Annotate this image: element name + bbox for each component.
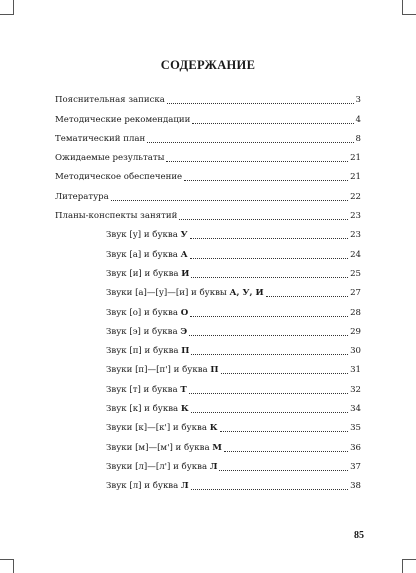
dot-leader [189,393,348,394]
toc-entry-page: 32 [350,384,361,395]
dot-leader [190,238,348,239]
crop-mark-top-right [402,0,403,14]
toc-entry-text: Планы-конспекты занятий [55,211,178,222]
dot-leader [191,354,348,355]
toc-entry-page: 3 [355,95,361,106]
toc-entry-label [55,172,182,183]
dot-leader [221,373,349,374]
toc-entry-letter: М [212,442,222,453]
toc-entry-page: 22 [350,191,361,202]
toc-entry-text: Методические рекомендации [55,114,191,125]
toc-entry-label [106,462,217,473]
crop-mark-right-top [402,14,416,15]
toc-entry[interactable] [55,415,361,434]
toc-entry-label [106,308,188,319]
toc-entry-label [55,95,165,106]
dot-leader [192,123,353,124]
toc-entry-label [106,327,187,338]
toc-entry-text: Звуки [п]—[п'] и буква [106,365,211,376]
toc-entry-label [106,385,187,396]
toc-entry-text: Звуки [а]—[у]—[и] и буквы [106,288,230,299]
toc-entry-label [106,423,218,434]
toc-entry-letter: Л [209,461,218,472]
toc-entry-letter: И [181,268,190,279]
toc-entry-text: Методическое обеспечение [55,172,183,183]
toc-entry[interactable] [55,145,361,164]
toc-entry-letter: К [209,423,218,434]
toc-entry-text: Звук [э] и буква [106,326,181,337]
toc-entry-label [106,443,222,454]
crop-mark-left-bottom [0,559,14,560]
toc-entry-letter: О [180,307,189,318]
toc-entry-label [55,153,164,164]
toc-entry-label [106,250,188,261]
toc-entry[interactable] [55,357,361,376]
toc-entry[interactable] [55,319,361,338]
dot-leader [166,161,348,162]
toc-entry[interactable] [55,280,361,299]
toc-entry-text: Звук [т] и буква [106,384,181,395]
crop-mark-top-left [13,0,14,14]
dot-leader [266,296,349,297]
toc-entry-letter: А [180,249,188,260]
dot-leader [167,103,354,104]
toc-entry-page: 28 [350,307,361,318]
toc-entry-letter: К [180,404,189,415]
toc-entry-label [106,346,189,357]
toc-entry-text: Звук [п] и буква [106,346,182,357]
toc-entry[interactable] [55,338,361,357]
toc-entry-text: Звук [к] и буква [106,404,181,415]
toc-entry-text: Звуки [к]—[к'] и буква [106,423,210,434]
toc-entry[interactable] [55,222,361,241]
toc-entry-page: 25 [350,268,361,279]
toc-entry-text: Звук [о] и буква [106,307,181,318]
toc-entry-page: 23 [350,230,361,241]
toc-entry-page: 34 [350,404,361,415]
toc-entry-label [106,288,264,299]
toc-entry-page: 38 [350,481,361,492]
toc-entry[interactable] [55,299,361,318]
toc-entry-label [106,269,189,280]
dot-leader [191,489,348,490]
toc-entry-letter: У [180,230,188,241]
toc-entry-page: 31 [350,365,361,376]
toc-entry-text: Звук [и] и буква [106,268,182,279]
dot-leader [191,412,348,413]
toc-entry-page: 21 [350,153,361,164]
toc-entry-letter: А, У, И [229,288,264,299]
toc-entry-letter: П [210,365,219,376]
toc-entry-page: 37 [350,461,361,472]
dot-leader [179,219,348,220]
toc-entry[interactable] [55,241,361,260]
toc-entry-page: 35 [350,423,361,434]
toc-entry-text: Звук [а] и буква [106,249,181,260]
toc-entry-letter: П [181,346,190,357]
toc-entry[interactable] [55,183,361,202]
page-number: 85 [354,530,364,541]
toc-entry-label [106,481,189,492]
toc-entry-label [106,365,219,376]
toc-entry-label [55,192,109,203]
dot-leader [224,451,348,452]
dot-leader [220,431,349,432]
toc-entry-text: Пояснительная записка [55,95,165,106]
toc-entry-text: Звук [у] и буква [106,230,181,241]
crop-mark-right-bottom [402,559,416,560]
toc-entry-label [55,134,145,145]
dot-leader [184,180,348,181]
toc-entry-page: 8 [355,133,361,144]
toc-entry-text: Звуки [м]—[м'] и буква [106,442,213,453]
toc-entry-text: Ожидаемые результаты [55,153,165,164]
toc-entry-page: 29 [350,326,361,337]
dot-leader [147,142,353,143]
crop-mark-bottom-left [13,559,14,573]
crop-mark-left-top [0,14,14,15]
toc-entry-page: 21 [350,172,361,183]
toc-entry-page: 24 [350,249,361,260]
dot-leader [191,277,348,278]
toc-entry[interactable] [55,164,361,183]
table-of-contents [55,87,361,492]
dot-leader [190,258,348,259]
dot-leader [189,335,348,336]
crop-mark-bottom-right [402,559,403,573]
toc-entry-page: 27 [350,288,361,299]
toc-entry-page: 23 [350,211,361,222]
toc-entry-text: Звук [л] и буква [106,481,182,492]
toc-entry[interactable] [55,376,361,395]
toc-entry-label [55,211,177,222]
toc-entry[interactable] [55,106,361,125]
toc-entry-page: 30 [350,346,361,357]
dot-leader [111,200,348,201]
toc-entry-text: Звуки [л]—[л'] и буква [106,461,210,472]
toc-entry-text: Литература [55,191,109,202]
toc-entry-letter: Т [180,384,187,395]
toc-entry-letter: Л [181,481,189,492]
toc-entry[interactable] [55,126,361,145]
dot-leader [190,316,348,317]
toc-entry[interactable] [55,434,361,453]
toc-entry[interactable] [55,454,361,473]
toc-entry-label [106,404,189,415]
toc-entry-page: 4 [355,114,361,125]
toc-entry-page: 36 [350,442,361,453]
toc-entry-label [106,230,188,241]
dot-leader [219,470,348,471]
toc-entry[interactable] [55,396,361,415]
toc-entry-letter: Э [180,326,188,337]
toc-entry[interactable] [55,203,361,222]
toc-entry-text: Тематический план [55,133,146,144]
toc-entry-label [55,115,190,126]
toc-entry[interactable] [55,261,361,280]
toc-entry[interactable] [55,87,361,106]
page-title: СОДЕРЖАНИЕ [160,58,256,72]
toc-entry[interactable] [55,473,361,492]
